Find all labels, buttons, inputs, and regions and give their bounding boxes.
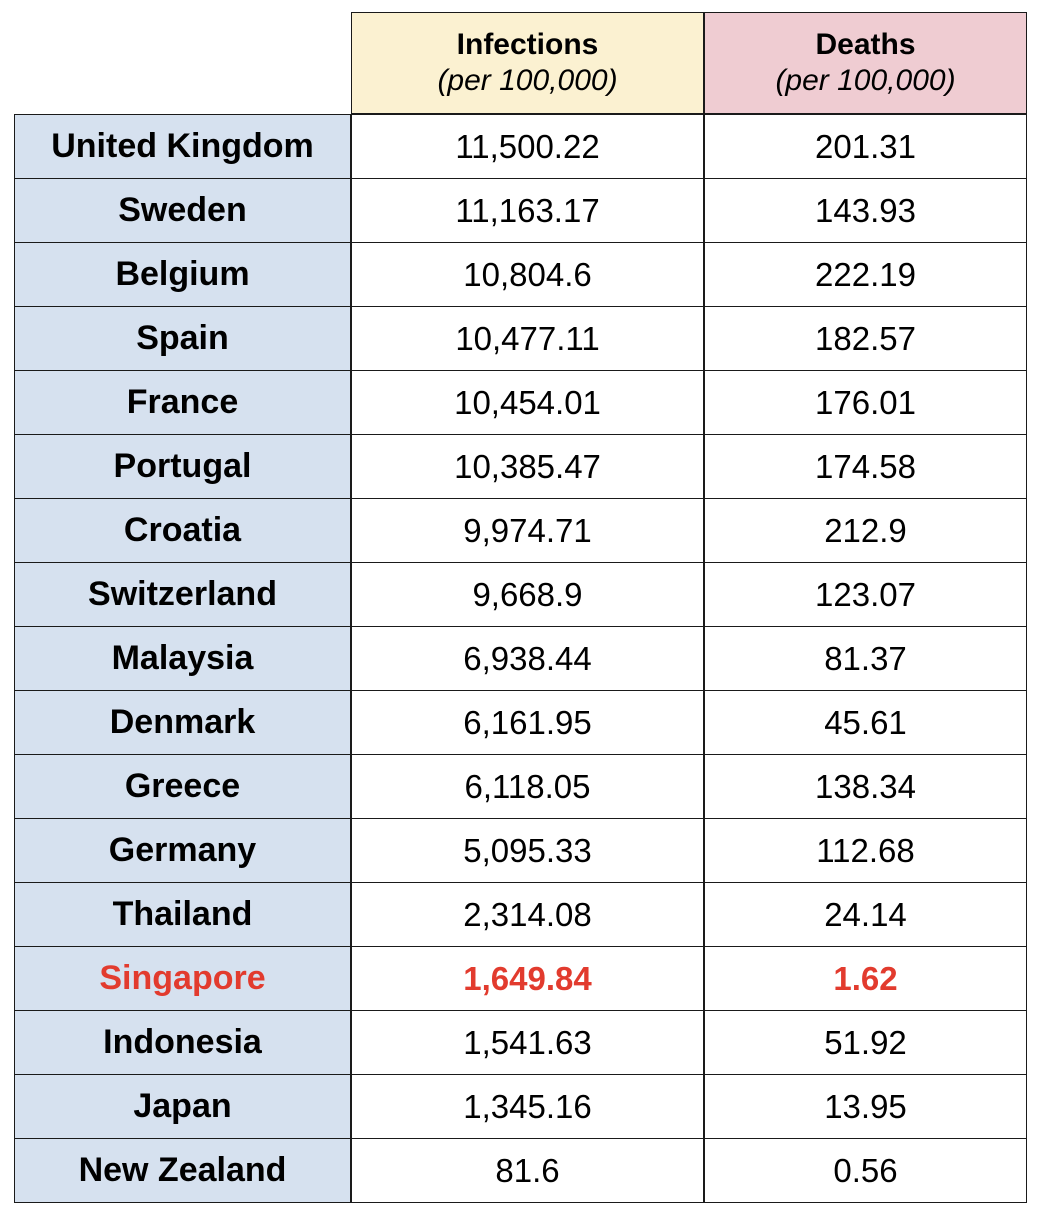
deaths-cell: 81.37 xyxy=(704,626,1027,691)
infections-cell: 6,118.05 xyxy=(351,754,704,819)
country-cell: Japan xyxy=(14,1074,351,1139)
infections-cell: 6,938.44 xyxy=(351,626,704,691)
deaths-header-subtitle: (per 100,000) xyxy=(775,64,956,97)
country-cell: Greece xyxy=(14,754,351,819)
deaths-cell: 45.61 xyxy=(704,690,1027,755)
infections-cell: 11,163.17 xyxy=(351,178,704,243)
infections-cell: 9,974.71 xyxy=(351,498,704,563)
deaths-cell: 176.01 xyxy=(704,370,1027,435)
country-cell: Singapore xyxy=(14,946,351,1011)
country-cell: Thailand xyxy=(14,882,351,947)
infections-cell: 1,649.84 xyxy=(351,946,704,1011)
infections-column-header xyxy=(351,12,704,114)
country-cell: Portugal xyxy=(14,434,351,499)
country-cell: Croatia xyxy=(14,498,351,563)
country-cell: Spain xyxy=(14,306,351,371)
infections-header-subtitle: (per 100,000) xyxy=(437,64,618,97)
country-cell: New Zealand xyxy=(14,1138,351,1203)
deaths-cell: 182.57 xyxy=(704,306,1027,371)
infections-cell: 10,454.01 xyxy=(351,370,704,435)
infections-header-title: Infections xyxy=(456,28,599,61)
infections-cell: 81.6 xyxy=(351,1138,704,1203)
deaths-cell: 24.14 xyxy=(704,882,1027,947)
country-cell: Switzerland xyxy=(14,562,351,627)
country-cell: Germany xyxy=(14,818,351,883)
country-cell: Belgium xyxy=(14,242,351,307)
deaths-column-header xyxy=(704,12,1027,114)
infections-cell: 6,161.95 xyxy=(351,690,704,755)
country-cell: Denmark xyxy=(14,690,351,755)
deaths-cell: 143.93 xyxy=(704,178,1027,243)
infections-cell: 5,095.33 xyxy=(351,818,704,883)
infections-cell: 10,385.47 xyxy=(351,434,704,499)
country-cell: Indonesia xyxy=(14,1010,351,1075)
country-cell: Malaysia xyxy=(14,626,351,691)
deaths-cell: 13.95 xyxy=(704,1074,1027,1139)
country-cell: Sweden xyxy=(14,178,351,243)
deaths-cell: 0.56 xyxy=(704,1138,1027,1203)
infections-cell: 10,804.6 xyxy=(351,242,704,307)
deaths-cell: 174.58 xyxy=(704,434,1027,499)
country-cell: United Kingdom xyxy=(14,114,351,179)
deaths-cell: 112.68 xyxy=(704,818,1027,883)
deaths-cell: 51.92 xyxy=(704,1010,1027,1075)
infections-cell: 11,500.22 xyxy=(351,114,704,179)
infections-cell: 10,477.11 xyxy=(351,306,704,371)
deaths-cell: 201.31 xyxy=(704,114,1027,179)
deaths-cell: 123.07 xyxy=(704,562,1027,627)
infections-cell: 1,541.63 xyxy=(351,1010,704,1075)
infections-cell: 1,345.16 xyxy=(351,1074,704,1139)
country-cell: France xyxy=(14,370,351,435)
deaths-header-title: Deaths xyxy=(815,28,916,61)
deaths-cell: 222.19 xyxy=(704,242,1027,307)
deaths-cell: 212.9 xyxy=(704,498,1027,563)
infections-cell: 2,314.08 xyxy=(351,882,704,947)
infections-cell: 9,668.9 xyxy=(351,562,704,627)
deaths-cell: 138.34 xyxy=(704,754,1027,819)
deaths-cell: 1.62 xyxy=(704,946,1027,1011)
